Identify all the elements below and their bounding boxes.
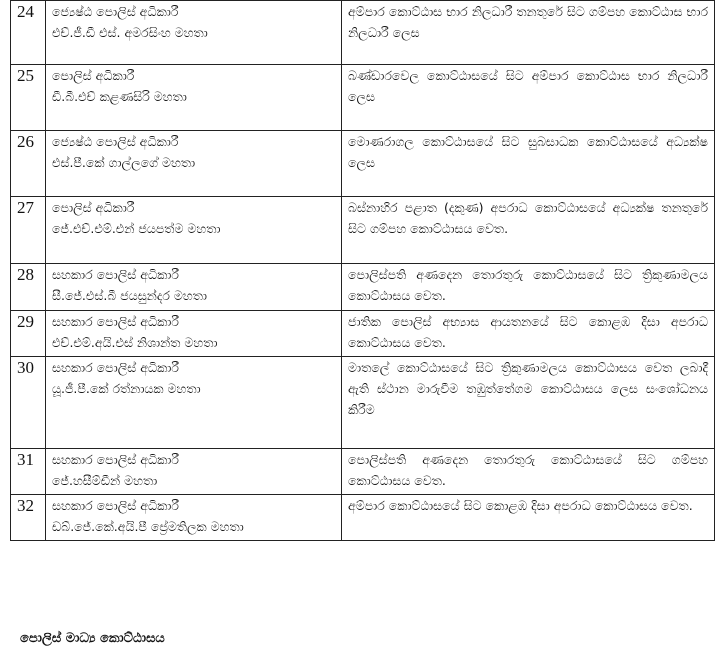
officer-cell (46, 495, 342, 541)
officer-rank: සහකාර පොලිස් අධිකාරී (52, 452, 179, 467)
transfer-description (342, 495, 715, 541)
officer-name: සී.ජේ.එස්.බී ජයසුන්දර මහතා (52, 288, 207, 303)
transfer-description (342, 131, 715, 197)
table-row (11, 495, 715, 541)
officer-name: ඩී.බී.එච් කළණසිරි මහතා (52, 89, 187, 104)
table-row (11, 65, 715, 131)
transfer-description (342, 1, 715, 65)
transfer-description-text: බණ්ඩාරවෙල කොට්ඨාසයේ සිට අම්පාර කොට්ඨාස භාර නිලධාරී ලෙස (348, 68, 708, 104)
transfer-description-text: අම්පාර කොට්ඨාසයේ සිට කොළඹ දිසා අපරාධ කොට්ඨාසය වෙත. (348, 498, 693, 513)
row-number: 30 (11, 357, 46, 449)
officer-cell (46, 357, 342, 449)
row-number: 29 (11, 311, 46, 357)
transfer-description (342, 65, 715, 131)
officer-rank: පොලිස් අධිකාරී (52, 200, 135, 215)
officer-rank: පොලිස් අධිකාරී (52, 68, 135, 83)
transfer-description-text: මොණරාගල කොට්ඨාසයේ සිට සුබසාධක කොට්ඨාසයේ අධ්‍යක්ෂ ලෙස (348, 134, 708, 170)
officer-cell (46, 264, 342, 311)
transfer-description-text: මාතලේ කොට්ඨාසයේ සිට ත්‍රිකුණාමලය කොට්ඨාසය වෙත ලබාදී ඇති ස්ථාන මාරුවීම තඹුත්තේගම කොට්ඨාසය ලෙස සංශෝධනය කිරීම (348, 360, 708, 417)
transfer-description-text: පොලිස්පති අණදෙන තොරතුරු කොට්ඨාසයේ සිට ත්‍රිකුණාමලය කොට්ඨාසය වෙත. (348, 267, 708, 303)
transfer-description (342, 311, 715, 357)
row-number: 24 (11, 1, 46, 65)
transfer-table-body (11, 1, 715, 541)
officer-cell (46, 197, 342, 264)
officer-name: ජේ.හසීම්ඩීන් මහතා (52, 473, 158, 488)
table-row (11, 449, 715, 495)
transfer-description (342, 197, 715, 264)
row-number: 32 (11, 495, 46, 541)
officer-cell (46, 449, 342, 495)
officer-name: එච්.එම්.අයි.එස් නිශාන්ත මහතා (52, 335, 218, 350)
officer-rank: සහකාර පොලිස් අධිකාරී (52, 360, 179, 375)
row-number: 27 (11, 197, 46, 264)
officer-name: ඩබ්.ජේ.කේ.අයි.පී ප්‍රේමතිලක මහතා (52, 519, 244, 534)
officer-name: ජේ.එච්.එම්.එන් ජයපත්ම මහතා (52, 221, 221, 236)
transfer-description-text: පොලිස්පති අණදෙන තොරතුරු කොට්ඨාසයේ සිට ගම්පහ කොට්ඨාසය වෙත. (348, 452, 708, 488)
officer-cell (46, 1, 342, 65)
officer-name: යූ.ජී.පී.කේ රත්නායක මහතා (52, 381, 201, 396)
officer-name: එච්.ජී.ඩී එස්. අමරසිංහ මහතා (52, 25, 208, 40)
section-heading: පොලිස් මාධ්‍ය කොට්ඨාසය (20, 631, 165, 646)
officer-rank: සහකාර පොලිස් අධිකාරී (52, 314, 179, 329)
row-number: 26 (11, 131, 46, 197)
table-row (11, 131, 715, 197)
table-row (11, 264, 715, 311)
transfer-description (342, 264, 715, 311)
row-number: 31 (11, 449, 46, 495)
officer-cell (46, 131, 342, 197)
table-row (11, 311, 715, 357)
transfer-table (10, 0, 715, 541)
table-row (11, 197, 715, 264)
transfer-description (342, 357, 715, 449)
row-number: 25 (11, 65, 46, 131)
officer-rank: ජ්‍යෙෂ්ඨ පොලිස් අධිකාරී (52, 4, 179, 19)
table-row (11, 357, 715, 449)
officer-cell (46, 65, 342, 131)
transfer-description-text: බස්නාහිර පළාත (දකුණ) අපරාධ කොට්ඨාසයේ අධ්‍යක්ෂ තනතුරේ සිට ගම්පහ කොට්ඨාසය වෙත. (348, 200, 708, 236)
officer-rank: සහකාර පොලිස් අධිකාරී (52, 267, 179, 282)
officer-name: එස්.පී.කේ ගාල්ලගේ මහතා (52, 155, 196, 170)
officer-rank: ජ්‍යෙෂ්ඨ පොලිස් අධිකාරී (52, 134, 179, 149)
table-row (11, 1, 715, 65)
transfer-description (342, 449, 715, 495)
transfer-description-text: අම්පාර කොට්ඨාස භාර නිලධාරී තනතුරේ සිට ගම්පහ කොට්ඨාස භාර නිලධාරී ලෙස (348, 4, 708, 40)
officer-cell (46, 311, 342, 357)
row-number: 28 (11, 264, 46, 311)
transfer-description-text: ජාතික පොලිස් අභ්‍යාස ආයතනයේ සිට කොළඹ දිසා අපරාධ කොට්ඨාසය වෙත. (348, 314, 708, 350)
officer-rank: සහකාර පොලිස් අධිකාරී (52, 498, 179, 513)
